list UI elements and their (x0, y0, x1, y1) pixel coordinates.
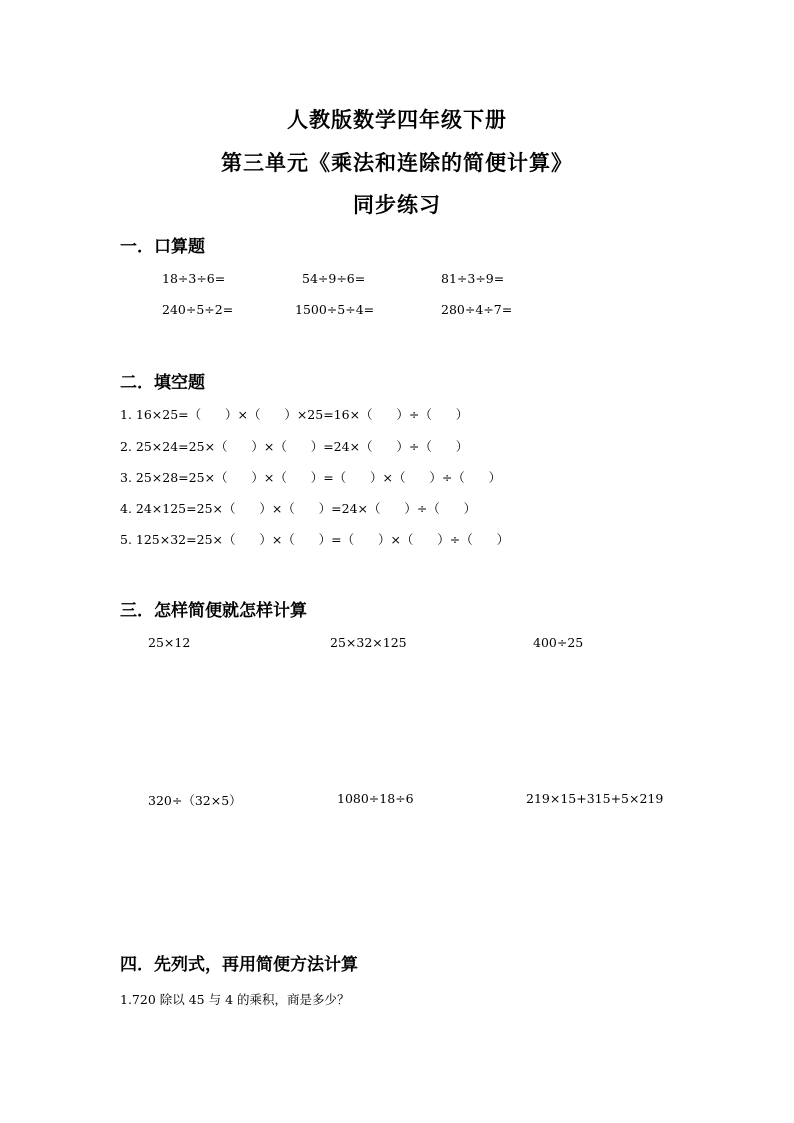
calc-problem-3: 400÷25 (533, 635, 584, 650)
unit-title: 第三单元《乘法和连除的简便计算》 (221, 150, 573, 175)
oral-problem-3: 81÷3÷9= (441, 271, 505, 286)
section-3-heading: 三．怎样简便就怎样计算 (120, 601, 307, 621)
fill-blank-item-5: 5. 125×32=25×（ ）×（ ）=（ ）×（ ）÷（ ） (120, 532, 510, 547)
fill-blank-item-2: 2. 25×24=25×（ ）×（ ）=24×（ ）÷（ ） (120, 439, 469, 454)
oral-problem-1: 18÷3÷6= (162, 271, 226, 286)
oral-problem-2: 54÷9÷6= (302, 271, 366, 286)
fill-blank-item-1: 1. 16×25=（ ）×（ ）×25=16×（ ）÷（ ） (120, 407, 469, 422)
section-2-heading: 二．填空题 (120, 373, 205, 393)
document-title: 人教版数学四年级下册 (287, 107, 507, 132)
practice-title: 同步练习 (353, 192, 441, 217)
calc-problem-4: 320÷（32×5） (148, 793, 242, 808)
calc-problem-2: 25×32×125 (330, 635, 407, 650)
calc-problem-6: 219×15+315+5×219 (526, 791, 664, 806)
section-4-heading: 四．先列式，再用简便方法计算 (120, 955, 358, 975)
calc-problem-5: 1080÷18÷6 (337, 791, 414, 806)
oral-problem-5: 1500÷5÷4= (295, 302, 375, 317)
oral-problem-4: 240÷5÷2= (162, 302, 234, 317)
fill-blank-item-4: 4. 24×125=25×（ ）×（ ）=24×（ ）÷（ ） (120, 501, 477, 516)
word-problem-1: 1.720 除以 45 与 4 的乘积，商是多少？ (120, 992, 350, 1007)
fill-blank-item-3: 3. 25×28=25×（ ）×（ ）=（ ）×（ ）÷（ ） (120, 470, 502, 485)
section-1-heading: 一．口算题 (120, 237, 205, 257)
calc-problem-1: 25×12 (148, 635, 191, 650)
oral-problem-6: 280÷4÷7= (441, 302, 513, 317)
